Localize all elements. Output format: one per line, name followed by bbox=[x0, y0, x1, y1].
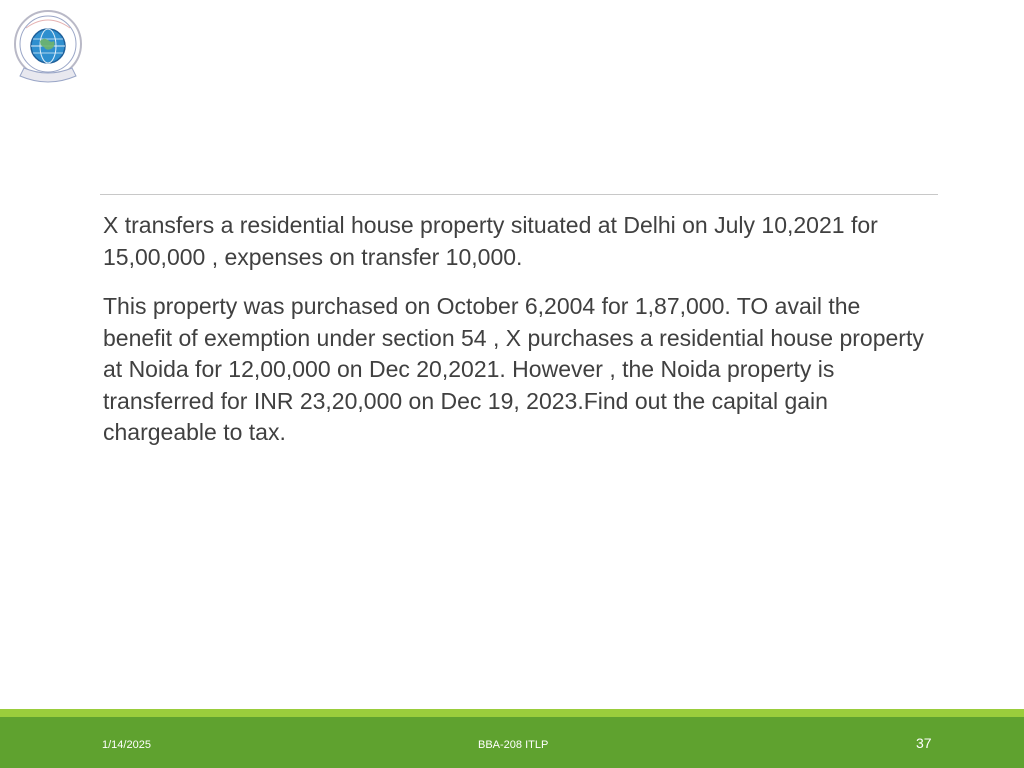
footer-accent-bar bbox=[0, 709, 1024, 717]
footer-date: 1/14/2025 bbox=[102, 739, 151, 751]
institution-logo bbox=[10, 8, 88, 88]
paragraph-transfer-details: X transfers a residential house property situated at Delhi on July 10,2021 for 15,00,000 , expenses on transfer 10,000. bbox=[103, 212, 878, 270]
title-divider bbox=[100, 194, 938, 195]
slide-body bbox=[103, 210, 933, 467]
paragraph-purchase-details: This property was purchased on October 6,2004 for 1,87,000. TO avail the benefit of exemption under section 54 , X purchases a residential house property at Noida for 12,00,000 on Dec 20,2021. However , the Noida property is transferred for INR 23,20,000 on Dec 19, 2023.Find out the capital gain chargeable to tax. bbox=[103, 293, 924, 445]
globe-emblem-icon bbox=[10, 8, 88, 88]
footer-course-code: BBA-208 ITLP bbox=[478, 739, 549, 751]
footer-bar bbox=[0, 717, 1024, 768]
slide-number: 37 bbox=[916, 735, 932, 751]
